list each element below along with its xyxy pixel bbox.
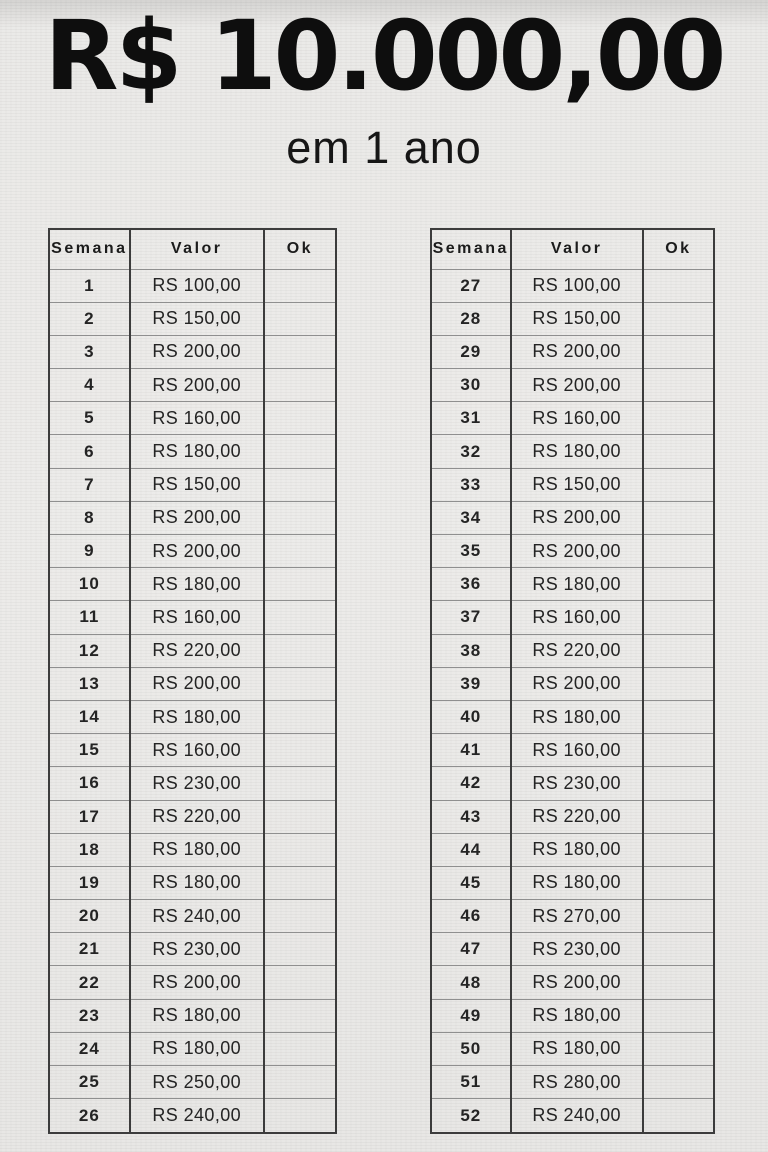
value-cell: RS 220,00 (511, 800, 643, 833)
value-cell: RS 180,00 (511, 568, 643, 601)
value-cell: RS 280,00 (511, 1066, 643, 1099)
column-header-ok: Ok (264, 229, 336, 269)
value-cell: RS 100,00 (511, 269, 643, 302)
week-cell: 26 (49, 1099, 130, 1133)
week-cell: 51 (431, 1066, 511, 1099)
value-cell: RS 160,00 (130, 734, 264, 767)
value-cell: RS 230,00 (511, 767, 643, 800)
value-cell: RS 220,00 (130, 800, 264, 833)
value-cell: RS 230,00 (511, 933, 643, 966)
week-cell: 22 (49, 966, 130, 999)
week-cell: 12 (49, 634, 130, 667)
value-cell: RS 150,00 (130, 302, 264, 335)
week-cell: 40 (431, 700, 511, 733)
column-header-semana: Semana (49, 229, 130, 269)
table-row (431, 369, 714, 402)
ok-cell (264, 1099, 336, 1133)
week-cell: 13 (49, 667, 130, 700)
table-row (49, 468, 336, 501)
week-cell: 10 (49, 568, 130, 601)
table-row (431, 800, 714, 833)
value-cell: RS 180,00 (130, 435, 264, 468)
value-cell: RS 240,00 (130, 1099, 264, 1133)
week-cell: 16 (49, 767, 130, 800)
value-cell: RS 180,00 (130, 999, 264, 1032)
ok-cell (264, 1066, 336, 1099)
value-cell: RS 180,00 (511, 866, 643, 899)
value-cell: RS 240,00 (130, 900, 264, 933)
value-cell: RS 180,00 (130, 833, 264, 866)
ok-cell (643, 501, 714, 534)
table-row (49, 900, 336, 933)
ok-cell (643, 734, 714, 767)
table-row (49, 1066, 336, 1099)
value-cell: RS 200,00 (511, 335, 643, 368)
table-row (431, 933, 714, 966)
value-cell: RS 200,00 (130, 335, 264, 368)
ok-cell (264, 302, 336, 335)
tables-container (48, 228, 715, 1134)
table-row (49, 833, 336, 866)
ok-cell (264, 468, 336, 501)
table-row (431, 269, 714, 302)
value-cell: RS 180,00 (130, 700, 264, 733)
week-cell: 36 (431, 568, 511, 601)
week-cell: 35 (431, 535, 511, 568)
value-cell: RS 180,00 (511, 700, 643, 733)
table-row (49, 866, 336, 899)
table-row (49, 634, 336, 667)
table-row (49, 933, 336, 966)
value-cell: RS 200,00 (511, 369, 643, 402)
column-header-valor: Valor (130, 229, 264, 269)
week-cell: 33 (431, 468, 511, 501)
ok-cell (264, 1032, 336, 1065)
week-cell: 46 (431, 900, 511, 933)
week-cell: 18 (49, 833, 130, 866)
value-cell: RS 200,00 (511, 667, 643, 700)
ok-cell (643, 667, 714, 700)
ok-cell (643, 999, 714, 1032)
table-row (49, 1099, 336, 1133)
value-cell: RS 180,00 (130, 866, 264, 899)
ok-cell (264, 933, 336, 966)
week-cell: 17 (49, 800, 130, 833)
value-cell: RS 160,00 (511, 601, 643, 634)
week-cell: 5 (49, 402, 130, 435)
table-row (431, 866, 714, 899)
table-row (431, 402, 714, 435)
table-header-row (431, 229, 714, 269)
ok-cell (643, 535, 714, 568)
ok-cell (643, 1032, 714, 1065)
week-cell: 39 (431, 667, 511, 700)
ok-cell (264, 402, 336, 435)
table-row (431, 535, 714, 568)
ok-cell (264, 369, 336, 402)
table-row (49, 800, 336, 833)
week-cell: 43 (431, 800, 511, 833)
ok-cell (264, 601, 336, 634)
ok-cell (643, 468, 714, 501)
ok-cell (643, 966, 714, 999)
table-row (431, 900, 714, 933)
value-cell: RS 200,00 (130, 667, 264, 700)
column-header-ok: Ok (643, 229, 714, 269)
table-row (49, 667, 336, 700)
table-row (431, 435, 714, 468)
value-cell: RS 220,00 (130, 634, 264, 667)
table-row (431, 966, 714, 999)
value-cell: RS 230,00 (130, 933, 264, 966)
week-cell: 52 (431, 1099, 511, 1133)
table-row (431, 501, 714, 534)
ok-cell (264, 634, 336, 667)
week-cell: 15 (49, 734, 130, 767)
table-row (49, 335, 336, 368)
ok-cell (264, 700, 336, 733)
week-cell: 44 (431, 833, 511, 866)
ok-cell (643, 767, 714, 800)
value-cell: RS 200,00 (130, 535, 264, 568)
table-row (431, 999, 714, 1032)
value-cell: RS 160,00 (130, 601, 264, 634)
ok-cell (264, 667, 336, 700)
ok-cell (264, 767, 336, 800)
table-row (431, 833, 714, 866)
week-cell: 19 (49, 866, 130, 899)
ok-cell (264, 568, 336, 601)
value-cell: RS 150,00 (511, 302, 643, 335)
week-cell: 32 (431, 435, 511, 468)
table-row (431, 601, 714, 634)
weeks-27-52-table (430, 228, 715, 1134)
week-cell: 4 (49, 369, 130, 402)
ok-cell (264, 800, 336, 833)
ok-cell (643, 700, 714, 733)
week-cell: 38 (431, 634, 511, 667)
ok-cell (643, 335, 714, 368)
table-row (431, 568, 714, 601)
week-cell: 28 (431, 302, 511, 335)
table-row (49, 1032, 336, 1065)
value-cell: RS 180,00 (130, 1032, 264, 1065)
table-row (431, 734, 714, 767)
ok-cell (264, 535, 336, 568)
ok-cell (264, 966, 336, 999)
ok-cell (643, 435, 714, 468)
ok-cell (264, 866, 336, 899)
table-row (49, 402, 336, 435)
value-cell: RS 200,00 (511, 535, 643, 568)
week-cell: 29 (431, 335, 511, 368)
week-cell: 14 (49, 700, 130, 733)
week-cell: 8 (49, 501, 130, 534)
table-row (431, 302, 714, 335)
value-cell: RS 160,00 (511, 734, 643, 767)
week-cell: 37 (431, 601, 511, 634)
week-cell: 9 (49, 535, 130, 568)
table-row (49, 568, 336, 601)
ok-cell (643, 269, 714, 302)
table-row (49, 435, 336, 468)
ok-cell (264, 900, 336, 933)
week-cell: 1 (49, 269, 130, 302)
value-cell: RS 270,00 (511, 900, 643, 933)
ok-cell (264, 999, 336, 1032)
value-cell: RS 200,00 (511, 966, 643, 999)
value-cell: RS 200,00 (130, 369, 264, 402)
value-cell: RS 200,00 (130, 501, 264, 534)
table-row (49, 369, 336, 402)
table-row (49, 700, 336, 733)
week-cell: 42 (431, 767, 511, 800)
ok-cell (264, 501, 336, 534)
value-cell: RS 240,00 (511, 1099, 643, 1133)
week-cell: 34 (431, 501, 511, 534)
table-row (49, 966, 336, 999)
ok-cell (643, 402, 714, 435)
value-cell: RS 180,00 (511, 435, 643, 468)
ok-cell (264, 833, 336, 866)
ok-cell (643, 900, 714, 933)
weeks-1-26-table (48, 228, 337, 1134)
table-row (49, 269, 336, 302)
table-row (49, 501, 336, 534)
week-cell: 23 (49, 999, 130, 1032)
value-cell: RS 150,00 (511, 468, 643, 501)
table-row (431, 1066, 714, 1099)
value-cell: RS 200,00 (130, 966, 264, 999)
week-cell: 11 (49, 601, 130, 634)
week-cell: 49 (431, 999, 511, 1032)
week-cell: 48 (431, 966, 511, 999)
table-row (49, 999, 336, 1032)
table-row (431, 634, 714, 667)
ok-cell (264, 269, 336, 302)
table-row (431, 1099, 714, 1133)
ok-cell (643, 833, 714, 866)
ok-cell (643, 866, 714, 899)
table-row (431, 667, 714, 700)
week-cell: 41 (431, 734, 511, 767)
ok-cell (643, 1066, 714, 1099)
week-cell: 6 (49, 435, 130, 468)
table-row (49, 734, 336, 767)
week-cell: 50 (431, 1032, 511, 1065)
value-cell: RS 180,00 (511, 1032, 643, 1065)
week-cell: 7 (49, 468, 130, 501)
value-cell: RS 200,00 (511, 501, 643, 534)
value-cell: RS 150,00 (130, 468, 264, 501)
week-cell: 21 (49, 933, 130, 966)
value-cell: RS 180,00 (511, 999, 643, 1032)
ok-cell (264, 335, 336, 368)
table-row (49, 767, 336, 800)
week-cell: 47 (431, 933, 511, 966)
week-cell: 25 (49, 1066, 130, 1099)
table-row (49, 302, 336, 335)
week-cell: 20 (49, 900, 130, 933)
table-row (49, 535, 336, 568)
value-cell: RS 220,00 (511, 634, 643, 667)
column-header-valor: Valor (511, 229, 643, 269)
ok-cell (643, 1099, 714, 1133)
table-row (431, 468, 714, 501)
ok-cell (643, 634, 714, 667)
table-header-row (49, 229, 336, 269)
value-cell: RS 230,00 (130, 767, 264, 800)
week-cell: 2 (49, 302, 130, 335)
value-cell: RS 160,00 (511, 402, 643, 435)
page-subtitle: em 1 ano (286, 121, 482, 173)
ok-cell (643, 933, 714, 966)
table-row (431, 700, 714, 733)
ok-cell (643, 601, 714, 634)
table-row (49, 601, 336, 634)
ok-cell (643, 369, 714, 402)
column-header-semana: Semana (431, 229, 511, 269)
ok-cell (643, 302, 714, 335)
table-row (431, 1032, 714, 1065)
ok-cell (264, 734, 336, 767)
value-cell: RS 250,00 (130, 1066, 264, 1099)
value-cell: RS 180,00 (130, 568, 264, 601)
week-cell: 3 (49, 335, 130, 368)
value-cell: RS 160,00 (130, 402, 264, 435)
ok-cell (643, 800, 714, 833)
week-cell: 31 (431, 402, 511, 435)
week-cell: 45 (431, 866, 511, 899)
table-row (431, 335, 714, 368)
page-title: R$ 10.000,00 (44, 0, 724, 112)
table-row (431, 767, 714, 800)
week-cell: 27 (431, 269, 511, 302)
ok-cell (264, 435, 336, 468)
value-cell: RS 100,00 (130, 269, 264, 302)
week-cell: 30 (431, 369, 511, 402)
value-cell: RS 180,00 (511, 833, 643, 866)
week-cell: 24 (49, 1032, 130, 1065)
ok-cell (643, 568, 714, 601)
